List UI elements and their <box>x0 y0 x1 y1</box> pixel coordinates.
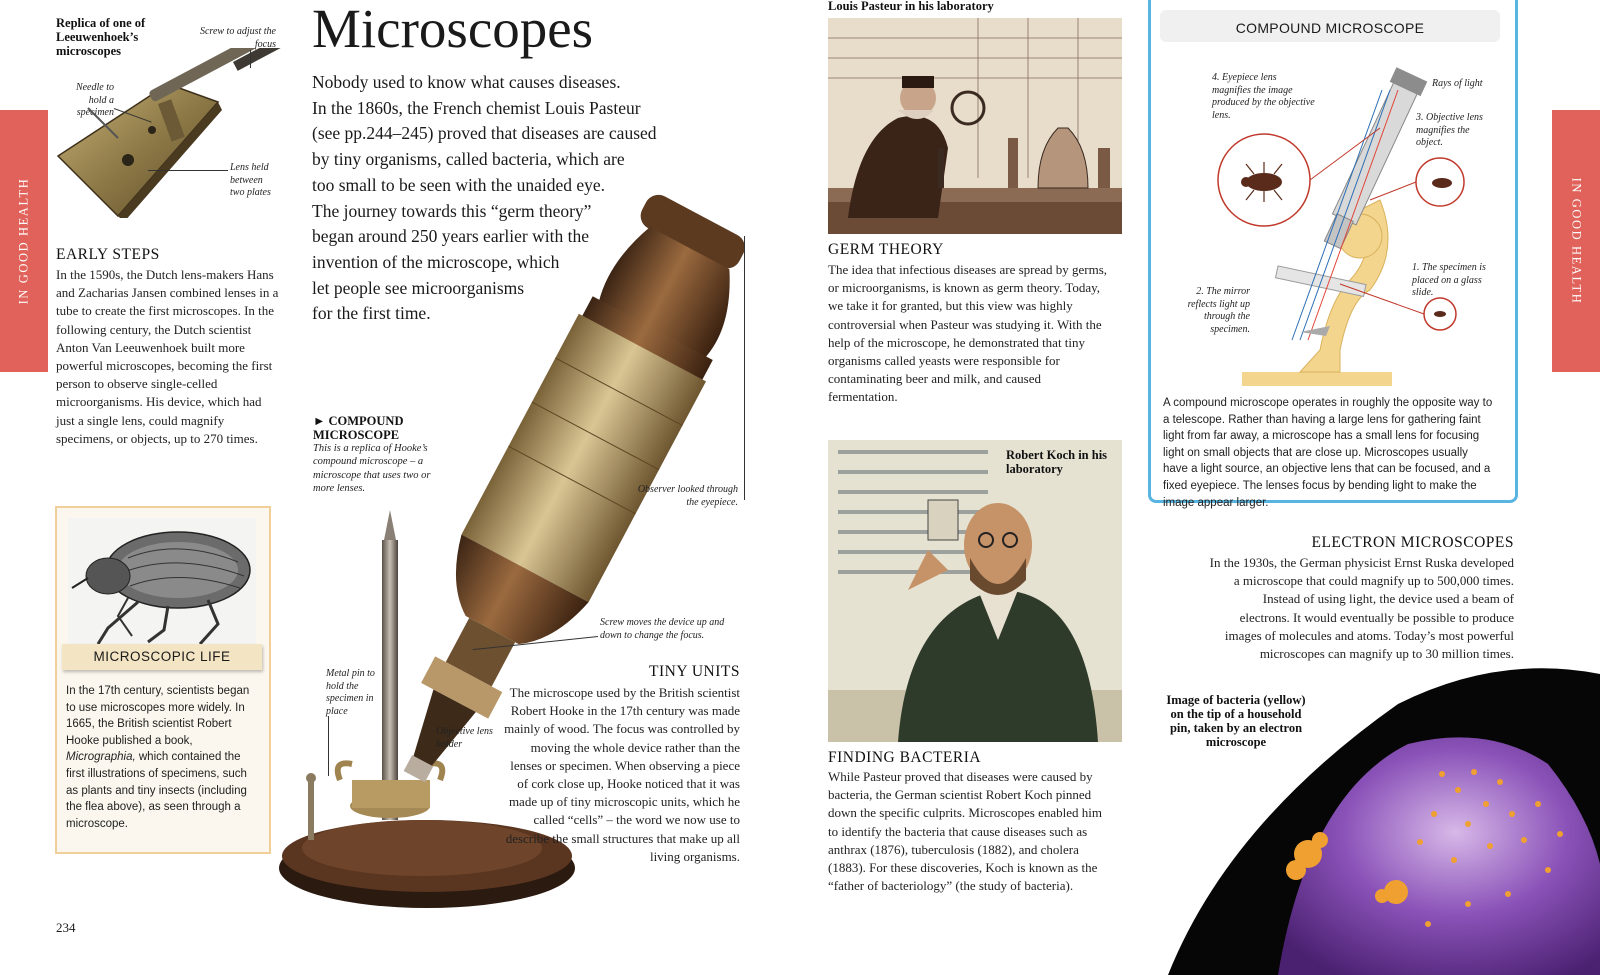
label-screw-focus: Screw to adjust the focus <box>199 26 276 50</box>
side-tab-left <box>0 110 48 372</box>
label-needle: Needle to hold a specimen <box>75 82 114 118</box>
compound-caption-title: ► COMPOUND MICROSCOPE <box>313 414 404 442</box>
compound-caption-text: This is a replica of Hooke’s compound microscope – a microscope that uses two or more lenses. <box>313 443 431 495</box>
page-title: Microscopes <box>312 0 594 59</box>
side-tab-right-label: IN GOOD HEALTH <box>1569 177 1584 305</box>
intro-line: Nobody used to know what causes diseases. <box>312 72 621 92</box>
label-lens-plates: Lens held between two plates <box>230 162 271 198</box>
germ-theory-heading: GERM THEORY <box>828 241 944 258</box>
label-screw-focus-hooke: Screw moves the device up and down to change the focus. <box>600 617 725 641</box>
compound-diagram-title: COMPOUND MICROSCOPE <box>1160 10 1500 42</box>
microscopic-life-text-after: which contained the first illustrations of specimens, such as plants and tiny insects (including the flea above), as seen through a microscope. <box>66 751 247 830</box>
intro-line: The journey towards this “germ theory” <box>312 200 592 221</box>
label-observer-eyepiece: Observer looked through the eyepiece. <box>637 484 738 508</box>
leader-lens <box>148 170 228 171</box>
germ-theory-text: The idea that infectious diseases are spread by germs, or microorganisms, is known as germ theory. Today, we take it for granted, but this view was highly controversial when Pasteur was studying it. With the help of the microscope, he demonstrated that tiny organisms called yeasts were responsible for contaminating beer and milk, and caused fermentation. <box>828 262 1108 405</box>
intro-line: invention of the microscope, which <box>312 251 560 272</box>
tiny-units-heading: TINY UNITS <box>649 663 740 680</box>
label-objective-holder: Objective lens holder <box>436 726 493 750</box>
koch-engraving <box>828 440 1122 742</box>
tiny-units-text: The microscope used by the British scientist Robert Hooke in the 17th century was made mainly of wood. The focus was controlled by moving the whole device rather than the lenses or specimen. When observing a piece of cork close up, Hooke noticed that it was made up of tiny microscopic units, which he called “cells” – the word we now use to describe the small structures that make up all living organisms. <box>504 685 740 864</box>
label-eyepiece-lens: 4. Eyepiece lens magnifies the image produced by the objective lens. <box>1212 72 1315 121</box>
leader-observer <box>744 236 745 500</box>
intro-line: began around 250 years earlier with the <box>312 226 589 247</box>
flea-image <box>68 518 256 652</box>
intro-line: by tiny organisms, called bacteria, which are <box>312 149 625 170</box>
early-steps-text: In the 1590s, the Dutch lens-makers Hans and Zacharias Jansen combined lenses in a tube to create the first microscopes. In the following century, the Dutch scientist Anton Van Leeuwenhoek built more powerful microscopes, becoming the first person to observe single-celled microorganisms. His device, which had just a single lens, could magnify specimens, or objects, up to 270 times. <box>56 267 279 446</box>
side-tab-right <box>1552 110 1600 372</box>
leader-screw <box>250 50 251 68</box>
pasteur-engraving <box>828 18 1122 234</box>
intro-line: (see pp.244–245) proved that diseases are caused <box>312 123 657 144</box>
label-metal-pin: Metal pin to hold the specimen in place <box>326 668 375 717</box>
intro-line: for the first time. <box>312 303 431 324</box>
electron-heading: ELECTRON MICROSCOPES <box>1311 534 1514 551</box>
microscopic-life-heading: MICROSCOPIC LIFE <box>62 644 262 670</box>
microscopic-life-text-before: In the 17th century, scientists began to use microscopes more widely. In 1665, the British scientist Robert Hooke published a book, <box>66 685 250 747</box>
label-rays-of-light: Rays of light <box>1432 78 1483 89</box>
microscopic-life-text <box>66 683 256 832</box>
intro-line: let people see microorganisms <box>312 277 525 298</box>
page-number: 234 <box>56 920 76 935</box>
leeuwenhoek-microscope-image <box>48 48 308 218</box>
label-mirror: 2. The mirror reflects light up through the specimen. <box>1187 286 1250 335</box>
side-tab-left-label: IN GOOD HEALTH <box>16 177 31 305</box>
finding-bacteria-text: While Pasteur proved that diseases were caused by bacteria, the German scientist Robert Koch pinned down the specific culprits. Microscopes enabled him to identify the bacteria that cause diseases such as anthrax (1876), tuberculosis (1882), and cholera (1883). For these discoveries, Koch is known as the “father of bacteriology” (the study of bacteria). <box>828 769 1103 894</box>
early-steps-heading: EARLY STEPS <box>56 246 160 263</box>
electron-line: microscopes can magnify up to 30 million times. <box>1259 646 1514 662</box>
koch-caption: Robert Koch in his laboratory <box>1006 448 1108 476</box>
electron-line: In the 1930s, the German physicist Ernst Ruska developed <box>1209 555 1514 570</box>
pasteur-caption: Louis Pasteur in his laboratory <box>828 0 994 13</box>
electron-line: images of molecules and atoms. Today’s most powerful <box>1224 627 1514 643</box>
leader-metal-pin <box>328 716 329 776</box>
micrographia-title: Micrographia, <box>66 751 136 764</box>
compound-diagram-description: A compound microscope operates in roughly the opposite way to a telescope. Rather than having a large lens for gathering faint light from far away, a microscope has a small lens for focusing light on small objects that are close up. Microscopes usually have a light source, an objective lens that can be focused, and a fixed eyepiece. The lenses focus by bending light to make the image appear larger. <box>1163 397 1493 509</box>
label-specimen-slide: 1. The specimen is placed on a glass slide. <box>1412 262 1486 298</box>
label-objective-lens: 3. Objective lens magnifies the object. <box>1416 112 1483 148</box>
electron-text <box>1150 554 1514 663</box>
electron-line: Instead of using light, the device used a beam of <box>1262 591 1514 607</box>
intro-line: too small to be seen with the unaided eye. <box>312 174 606 195</box>
compound-microscope-diagram <box>1150 50 1510 390</box>
electron-line: electrons. It would eventually be possible to produce <box>1239 609 1514 625</box>
compound-caption <box>313 414 453 496</box>
intro-line: In the 1860s, the French chemist Louis Pasteur <box>312 97 641 118</box>
bacteria-caption: Image of bacteria (yellow) on the tip of a household pin, taken by an electron microscope <box>1166 693 1306 749</box>
leeuwenhoek-caption: Replica of one of Leeuwenhoek’s microscopes <box>56 16 146 58</box>
finding-bacteria-heading: FINDING BACTERIA <box>828 749 982 766</box>
electron-line: a microscope that could magnify up to 500,000 times. <box>1233 573 1514 589</box>
